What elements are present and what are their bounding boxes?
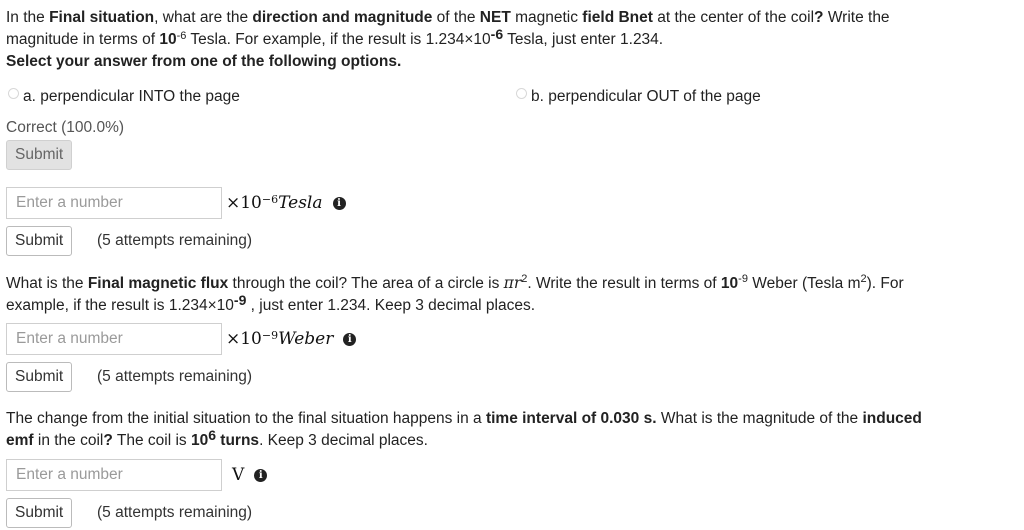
- q3-submit-button[interactable]: Submit: [6, 362, 72, 392]
- option-b[interactable]: [516, 86, 761, 108]
- q2-info-icon[interactable]: i: [333, 197, 346, 210]
- question-1-text: In the Final situation, what are the direction and magnitude of the NET magnetic field Bnet at the center of the coil? Write the magnitude in terms of $10^{-6}$ Tesla. For example, if the result is $1.234\times 10^{-6}$ Tesla, just enter 1.234. Select your answer from one of the following options.: [6, 9, 890, 70]
- q2-attempts: (5 attempts remaining): [97, 232, 253, 249]
- q4-attempts: (5 attempts remaining): [97, 504, 253, 521]
- question-3-text: What is the Final magnetic flux through the coil? The area of a circle is $\pi r^2$. Write the result in terms of $10^{-9}$ Weber (Tesla $m^2$). For example, if the result is $1.234\times 10^{-9}$ , just enter 1.234. Keep 3 decimal places.: [6, 273, 904, 314]
- q1-status: Correct (100.0%): [6, 119, 125, 136]
- question-4-text: The change from the initial situation to the final situation happens in a time interval of 0.030 s. What is the magnitude of the induced emf in the coil? The coil is $10^6$ turns. Keep 3 decimal places.: [6, 410, 922, 449]
- q2-answer-input[interactable]: [6, 187, 222, 219]
- q3-info-icon[interactable]: i: [343, 333, 356, 346]
- q4-answer-input[interactable]: [6, 459, 222, 491]
- option-a[interactable]: [8, 86, 240, 108]
- q2-unit: ×10 $^{-6}$ Tesla i: [226, 187, 346, 219]
- option-b-label: b. perpendicular OUT of the page: [531, 88, 761, 105]
- q4-submit-button[interactable]: Submit: [6, 498, 72, 528]
- q4-info-icon[interactable]: i: [254, 469, 267, 482]
- option-a-label: a. perpendicular INTO the page: [23, 88, 240, 105]
- radio-a[interactable]: [8, 88, 19, 99]
- radio-b[interactable]: [516, 88, 527, 99]
- q3-unit: ×10 $^{-9}$ Weber i: [226, 323, 356, 355]
- q3-answer-input[interactable]: [6, 323, 222, 355]
- q4-unit: V i: [226, 459, 267, 491]
- select-instruction: Select your answer from one of the following options.: [6, 53, 402, 70]
- q1-submit-button[interactable]: Submit: [6, 140, 72, 170]
- q3-attempts: (5 attempts remaining): [97, 368, 253, 385]
- q2-submit-button[interactable]: Submit: [6, 226, 72, 256]
